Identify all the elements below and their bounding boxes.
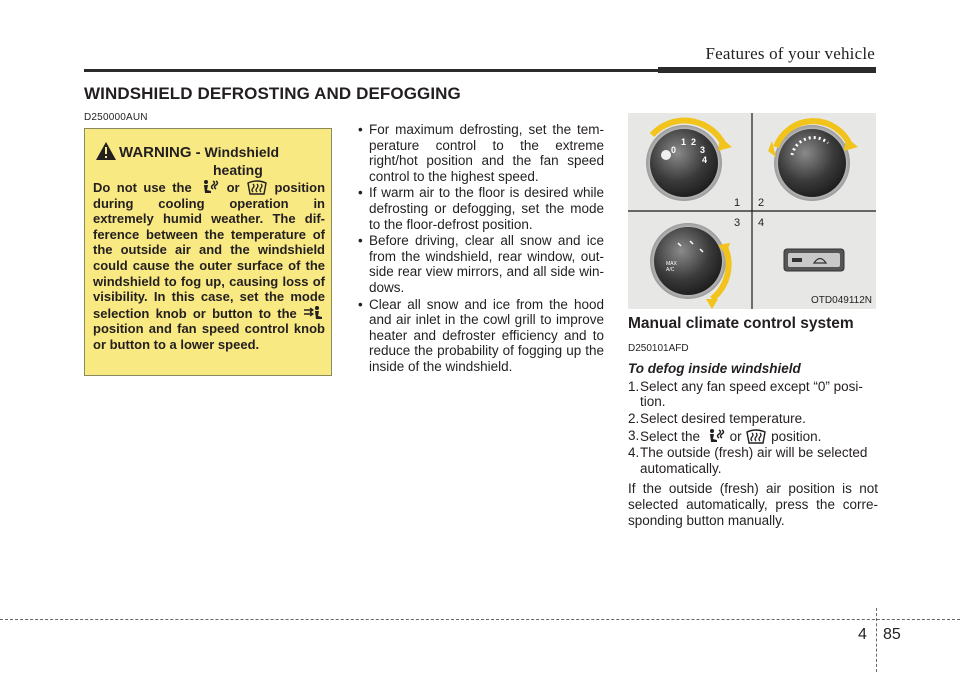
- procedure-title: To defog inside windshield: [628, 361, 801, 377]
- warning-title: [97, 144, 325, 178]
- defrost-icon: [246, 179, 268, 195]
- fan-digit: 4: [702, 155, 708, 165]
- arrow-icon: [718, 137, 732, 151]
- warning-title-sub2: heating: [213, 162, 263, 178]
- defrost-tips: [356, 122, 604, 376]
- ac-label-ac: A/C: [666, 267, 675, 273]
- step-item: 4. The outside (fresh) air will be selected automatically.: [628, 445, 868, 476]
- list-item: • Clear all snow and ice from the hood and air inlet in the cowl grill to improve heater and defroster efficiency and to reduce the probability of fogging up the inside of the windshield.: [356, 297, 604, 375]
- manual-climate-section: [628, 316, 878, 528]
- figure-label: OTD049112N: [811, 295, 872, 306]
- list-item: • If warm air to the floor is desired while defrosting or defogging, set the mode to the floor-defrost position.: [356, 185, 604, 232]
- quadrant-label: 3: [734, 217, 741, 229]
- step-item: 2. Select desired temperature.: [628, 410, 806, 426]
- fan-speed-knob: [646, 121, 732, 201]
- header-accent-bar: [658, 67, 876, 73]
- defrost-floor-icon: [704, 428, 726, 444]
- warning-title-main: WARNING -: [119, 144, 201, 161]
- warning-text: [93, 179, 325, 353]
- quadrant-label: 1: [734, 197, 741, 209]
- warning-text-2: or: [226, 180, 240, 195]
- temperature-knob: [768, 121, 858, 201]
- quadrant-label: 2: [758, 197, 765, 209]
- chapter-number: 4: [858, 626, 867, 643]
- ac-label-max: MAX: [666, 261, 677, 267]
- step-item: 3. Select the or position.: [628, 427, 822, 444]
- defrost-floor-icon: [198, 179, 220, 195]
- warning-text-4: position and fan speed control knob or button to a lower speed.: [93, 321, 325, 352]
- page-number: 85: [883, 626, 901, 643]
- fan-digit: 0: [671, 145, 677, 155]
- list-item: • Before driving, clear all snow and ice from the windshield, rear window, out- side rear view mirrors, and all side win- dows.: [356, 233, 604, 295]
- fan-digit: 1: [681, 137, 687, 147]
- section-code: D250000AUN: [84, 112, 148, 123]
- footer-divider: [0, 619, 960, 620]
- defrost-icon: [745, 428, 767, 444]
- fan-digit: 2: [691, 137, 697, 147]
- air-intake-button: [784, 249, 844, 271]
- header-title: Features of your vehicle: [705, 44, 875, 63]
- climate-control-figure: [628, 113, 876, 309]
- warning-text-3: position during cooling operation in extremely humid weather. The dif- ference between the temperature of the outside air and the windshield could cause the outer surface of the windshield to fog up, causing loss of visibility. In this case, set the mode selection knob or button to the: [93, 180, 326, 321]
- warning-box: [84, 128, 332, 376]
- section-title: WINDSHIELD DEFROSTING AND DEFOGGING: [84, 84, 461, 103]
- warning-title-sub: Windshield: [200, 144, 280, 160]
- manual-note: If the outside (fresh) air position is not selected automatically, press the corre- sponding button manually.: [628, 481, 878, 528]
- arrow-icon: [706, 299, 718, 309]
- arrow-icon: [844, 137, 858, 151]
- step-item: 1. Select any fan speed except “0” posi- tion.: [628, 378, 863, 410]
- subsection-code: D250101AFD: [628, 342, 689, 354]
- face-vent-icon: [303, 305, 325, 321]
- subsection-title: Manual climate control system: [628, 315, 854, 332]
- mode-knob: [650, 223, 730, 309]
- fan-digit: 3: [700, 145, 706, 155]
- list-item: • For maximum defrosting, set the tem- perature control to the extreme right/hot position and the fan speed control to the highest speed.: [356, 122, 604, 184]
- warning-text-1: Do not use the: [93, 180, 192, 195]
- quadrant-label: 4: [758, 217, 765, 229]
- page-number-divider: [876, 608, 877, 672]
